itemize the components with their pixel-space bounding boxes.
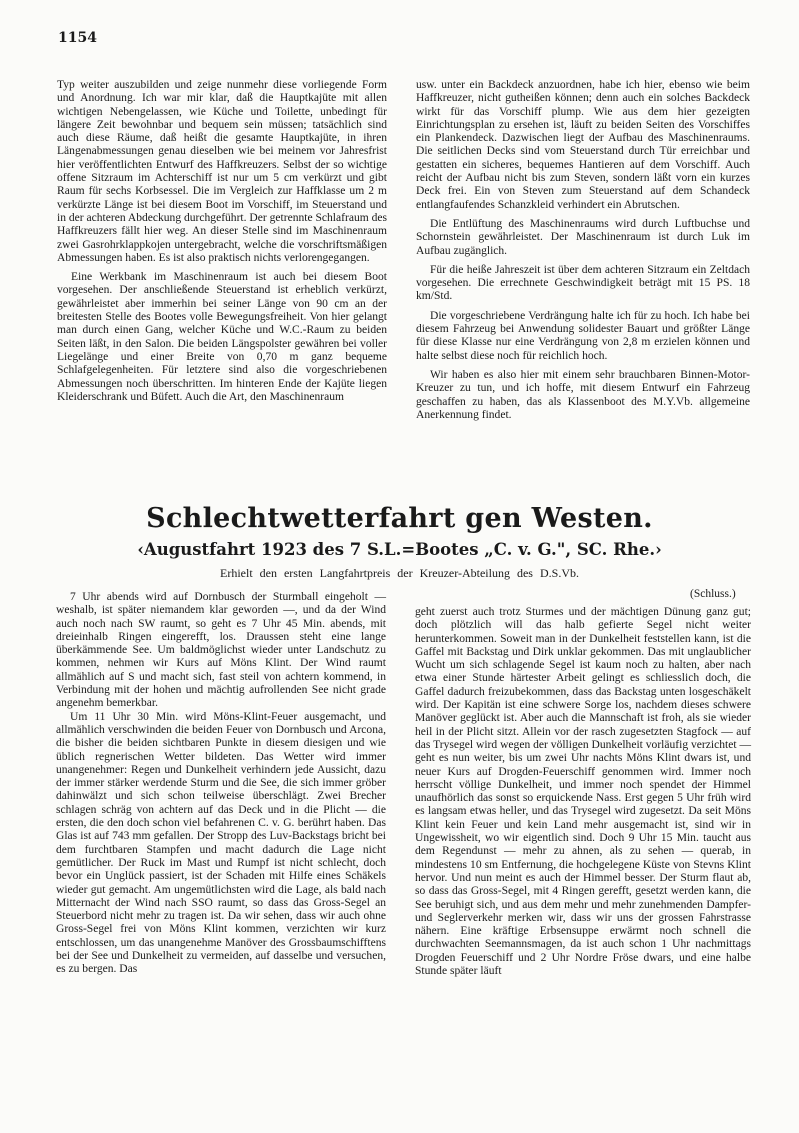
paragraph: Die Entlüftung des Maschinenraums wird durch Luftbuchse und Schornstein gewährleistet. Der Maschinenraum ist durch Luk im Aufbau zugänglich. — [416, 217, 750, 257]
article-award-note: Erhielt den ersten Langfahrtpreis der Kreuzer-Abteilung des D.S.Vb. — [220, 566, 579, 580]
paragraph: 7 Uhr abends wird auf Dornbusch der Sturmball eingeholt — weshalb, ist später niemandem klar geworden —, und da der Wind auch noch nach SW raumt, so geht es 7 Uhr 45 Min. abends, mit dreieinhalb Ringen eingerefft, los. Draussen steht eine lange überkämmende See. Um baldmöglichst wieder unter Landschutz zu kommen, nehmen wir Kurs auf Möns Klint. Der Wind raumt allmählich auf S und macht sich, fast steil von achtern kommend, in Verbindung mit der hohen und mächtig aufrollenden See nicht grade angenehm bemerkbar. — [56, 591, 386, 710]
article2-right-column — [415, 606, 751, 978]
paragraph: Die vorgeschriebene Verdrängung halte ich für zu hoch. Ich habe bei diesem Fahrzeug bei Anwendung solidester Bauart und größter Länge für diese Klasse nur eine Verdrängung von 2,8 m erzielen können und halte selbst diese noch für reichlich hoch. — [416, 309, 750, 362]
article-title: Schlechtwetterfahrt gen Westen. — [146, 503, 653, 534]
paragraph: Eine Werkbank im Maschinenraum ist auch bei diesem Boot vorgesehen. Der anschließende Steuerstand ist erheblich verkürzt, gewährleistet aber immerhin bei seiner Länge von 90 cm an der breitesten Stelle des Bootes volle Bewegungsfreiheit. Von hier gelangt man durch einen Gang, welcher Küche und W.C.-Raum zu beiden Seiten läßt, in den Salon. Die beiden Längspolster gewähren bei voller Liegelänge und einer Breite von 0,70 m ganz bequeme Schlafgelegenheiten. Für letztere sind also die vorgeschriebenen Abmessungen noch überschritten. Im hinteren Ende der Kajüte liegen Kleiderschrank und Büfett. Auch die Art, den Maschinenraum — [57, 271, 387, 403]
article-subtitle: ‹Augustfahrt 1923 des 7 S.L.=Bootes „C. v. G.", SC. Rhe.› — [137, 540, 662, 559]
article1-left-column — [57, 79, 387, 404]
article2-left-column — [56, 591, 386, 977]
paragraph: Typ weiter auszubilden und zeige nunmehr diese vorliegende Form und Anordnung. Ich war mir klar, daß die Hauptkajüte mit allen wichtigen Nebengelassen, wie Küche und Toilette, unbedingt für längere Zeit bewohnbar und bequem sein müssen; tatsächlich sind auch diese Räume, daß heißt die gesamte Hauptkajüte, in ihren Längenabmessungen genau dieselben wie bei meinem vor Jahresfrist hier veröffentlichten Entwurf des Haffkreuzers. Selbst der so wichtige offene Sitzraum im Achterschiff ist nur um 5 cm verkürzt und gibt Raum für sechs Korbsessel. Die im Vergleich zur Haffklasse um 2 m verkürzte Länge ist bei diesem Boot im Vorschiff, im Steuerstand und in der achteren Abdeckung durchgeführt. Der getrennte Schlafraum des Haffkreuzers fällt hier weg. An dieser Stelle sind im Maschinenraum zwei Gasrohrklappkojen untergebracht, welche die vorschriftsmäßigen Abmessungen haben. Es ist also praktisch nichts verlorengegangen. — [57, 79, 387, 264]
article1-right-column — [416, 79, 750, 422]
conclusion-mark: (Schluss.) — [690, 588, 736, 600]
paragraph: geht zuerst auch trotz Sturmes und der mächtigen Dünung ganz gut; doch plötzlich will das halb gefierte Segel nicht weiter herunterkommen. Soweit man in der Dunkelheit feststellen kann, ist die Gaffel mit Backstag und Dirk unklar gekommen. Das mit unglaublicher Wucht um sich schlagende Segel ist kaum noch zu halten, aber nach etwa einer Stunde härtester Arbeit gelingt es schliesslich doch, die Gaffel dadurch freizubekommen, dass das Backstag unten losgeschäkelt wird. Der Kapitän ist eine schwere Sorge los, nachdem dieses schwere Manöver geglückt ist. Aber auch die Mannschaft ist froh, als sie wieder heil in der Plicht sitzt. Allein vor der rasch zugesetzten Stagfock — auf das Trysegel wird wegen der völligen Dunkelheit vorläufig verzichtet — geht es nun weiter, bis um zwei Uhr nachts Möns Klint dwars ist, und neuer Kurs auf Drogden-Feuerschiff genommen wird. Immer noch herrscht völlige Dunkelheit, und immer noch spendet der Himmel unaufhörlich das sonst so erquickende Nass. Erst gegen 5 Uhr früh wird es langsam etwas heller, und das Trysegel wird zugesetzt. Da seit Möns Klint kein Feuer und kein Land mehr ausgemacht ist, sind wir in Ungewissheit, wo wir eigentlich sind. Doch 9 Uhr 15 Min. taucht aus dem Regendunst — mehr zu ahnen, als zu sehen — querab, in mindestens 10 sm Entfernung, die hochgelegene Küste von Stevns Klint hervor. Und nun meint es auch der Himmel besser. Der Sturm flaut ab, so dass das Gross-Segel, mit 4 Ringen gerefft, gesetzt werden kann, die See beruhigt sich, und aus dem mehr und mehr zunehmenden Dampfer- und Seglerverkehr merken wir, dass wir uns der grossen Fahrstrasse nähern. Eine kräftige Erbsensuppe erwärmt noch schnell die durchwachten Seemannsmagen, da ist auch schon 1 Uhr nachmittags Drogden Feuerschiff und 2 Uhr Nordre Fröse dwars, und eine halbe Stunde später läuft — [415, 606, 751, 978]
paragraph: Um 11 Uhr 30 Min. wird Möns-Klint-Feuer ausgemacht, und allmählich verschwinden die beiden Feuer von Dornbusch und Arcona, die bisher die beiden sichtbaren Punkte in diesem diesigen und wie üblich regnerischen Wetter bildeten. Das Wetter wird immer unangenehmer: Regen und Dunkelheit verhindern jede Aussicht, dazu der immer stärker werdende Sturm und die See, die sich immer gröber dahinwälzt und sich schon teilweise überschlägt. Zwei Brecher schlagen schräg von achtern auf das Deck und in die Plicht — die ersten, die den doch schon viel befahrenen C. v. G. berührt haben. Das Glas ist auf 743 mm gefallen. Der Stropp des Luv-Backstags bricht bei dem furchtbaren Stampfen und macht dadurch die Lage nicht gemütlicher. Der Ruck im Mast und Rumpf ist nicht schlecht, doch bevor ein Unglück passiert, ist der Schaden mit Hilfe eines Schäkels wieder gut gemacht. Am ungemütlichsten wird die Lage, als bald nach Mitternacht der Wind nach SSO raumt, so dass das Gross-Segel an Steuerbord nicht mehr zu tragen ist. Da wir sehen, dass wir auch ohne Gross-Segel frei von Möns Klint kommen, verzichten wir kurz entschlossen, um das unangenehme Manöver des Grossbaumschifftens bei der See und Dunkelheit zu vermeiden, auf dasselbe und versuchen, es zu bergen. Das — [56, 710, 386, 976]
paragraph: Für die heiße Jahreszeit ist über dem achteren Sitzraum ein Zeltdach vorgesehen. Die errechnete Geschwindigkeit beträgt mit 15 PS. 18 km/Std. — [416, 263, 750, 303]
paragraph: usw. unter ein Backdeck anzuordnen, habe ich hier, ebenso wie beim Haffkreuzer, nicht gutheißen können; denn auch ein solches Backdeck wirkt für das Vorschiff plump. Wie aus dem hier gezeigten Einrichtungsplan zu ersehen ist, läuft zu beiden Seiten des Vorschiffes ein Plankendeck. Dazwischen liegt der Aufbau des Maschinenraums. Die seitlichen Decks sind vom Steuerstand durch Tür erreichbar und gestatten ein sicheres, bequemes Hantieren auf dem Vorschiff. Auch reicht der Aufbau nicht bis zum Steven, sondern läßt vorn ein kurzes Deck frei. Ein von Steven zum Steuerstand auf dem Schandeck entlangfaufendes Schanzkleid verhindert ein Abrutschen. — [416, 79, 750, 211]
paragraph: Wir haben es also hier mit einem sehr brauchbaren Binnen-Motor-Kreuzer zu tun, und ich hoffe, mit diesem Entwurf ein Fahrzeug geschaffen zu haben, das als Klassenboot des M.Y.Vb. allgemeine Anerkennung findet. — [416, 368, 750, 421]
page-number: 1154 — [58, 30, 97, 46]
